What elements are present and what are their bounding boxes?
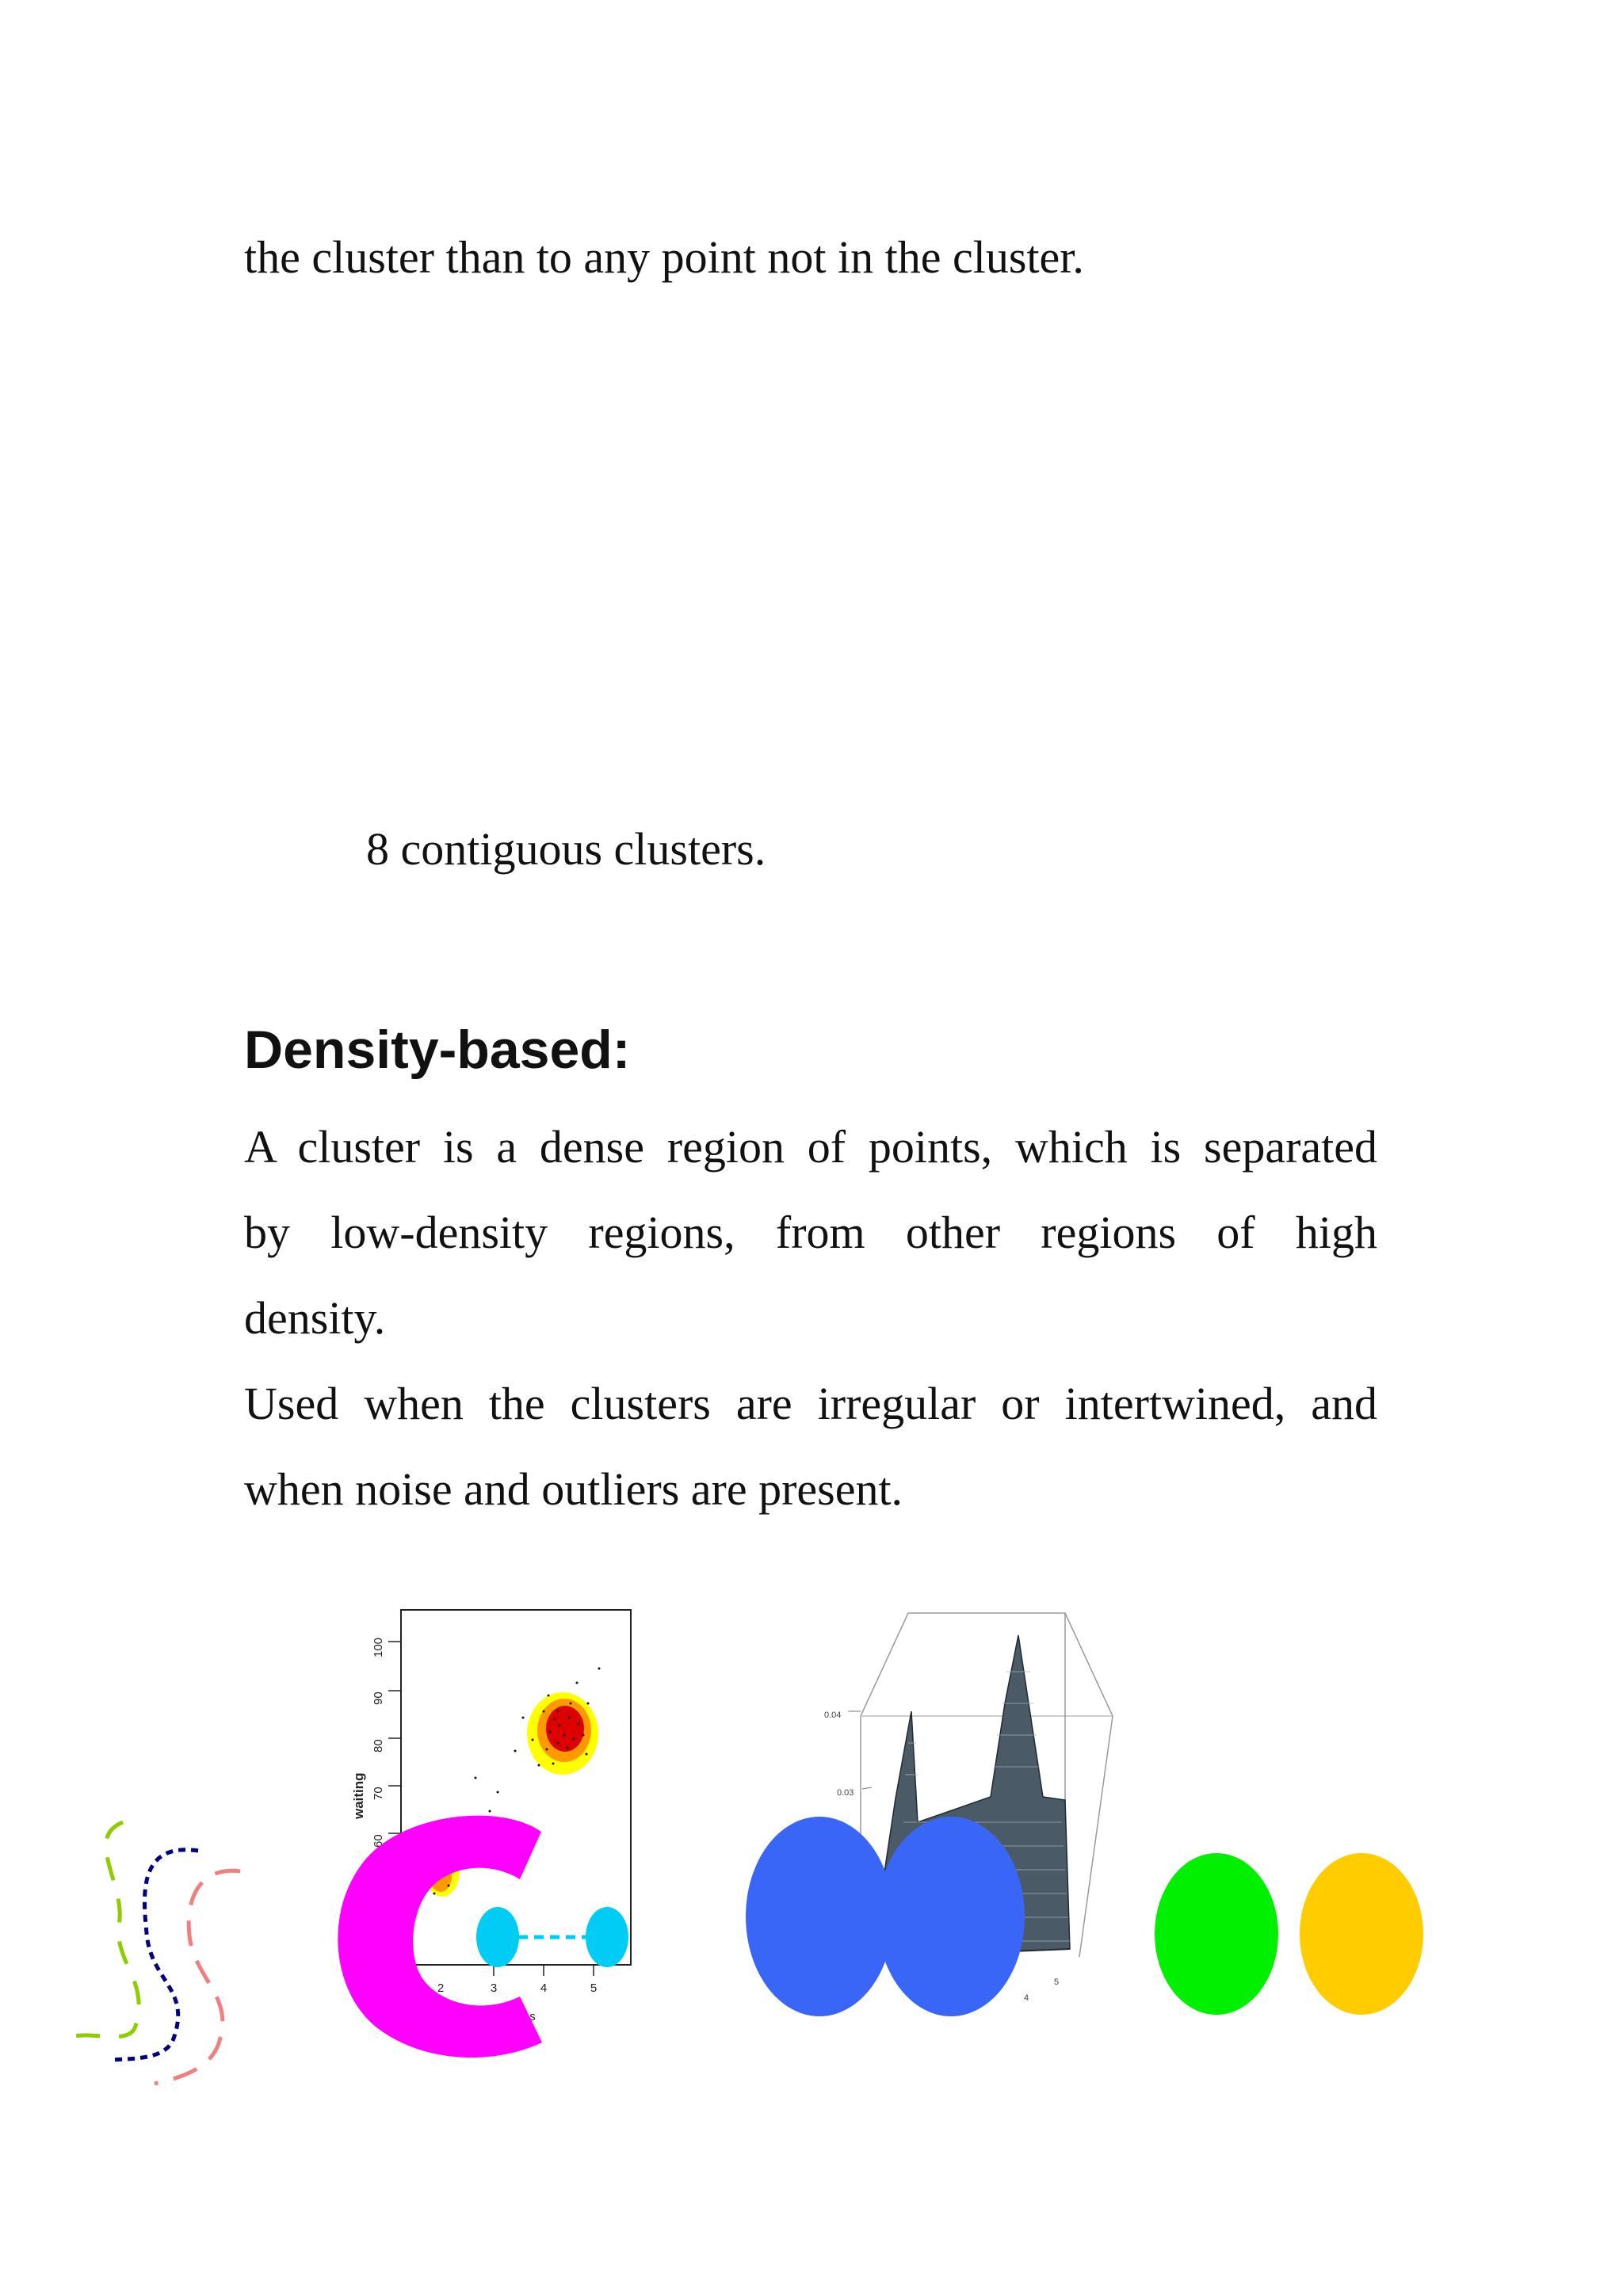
contiguous-clusters-caption: 8 contiguous clusters. [366, 823, 766, 875]
blue-blob-left [746, 1817, 893, 2016]
cyan-blob-right [586, 1907, 628, 1967]
yellow-blob [1300, 1853, 1423, 2015]
y-tick-60: 60 [372, 1834, 385, 1848]
intertwined-curves-icon [75, 1822, 240, 2084]
lime-dashed-curve [75, 1822, 139, 2037]
y-axis-label: waiting [351, 1772, 366, 1819]
y-tick-70: 70 [372, 1787, 385, 1800]
density-para-line-3: density. [244, 1292, 386, 1344]
x-axis-label-fragment: s [529, 2010, 536, 2023]
density-para-line-2: by low-density regions, from other regions of high [244, 1207, 1377, 1258]
surface-partial-tick: 4 [1024, 1993, 1029, 2003]
surface-x-tick-5: 5 [1054, 1978, 1060, 1987]
x-tick-5: 5 [590, 1981, 598, 1995]
x-tick-4: 4 [540, 1981, 548, 1995]
blue-blob-right [877, 1817, 1025, 2016]
density-para-line-1: A cluster is a dense region of points, which is separated [244, 1121, 1377, 1173]
salmon-dashed-curve [155, 1871, 240, 2084]
cyan-blob-left [476, 1907, 519, 1967]
y-tick-100: 100 [372, 1637, 385, 1657]
y-tick-90: 90 [372, 1691, 385, 1705]
z-tick-0-04: 0.04 [824, 1711, 842, 1720]
surface-box-top [861, 1613, 1113, 1716]
density-figures [0, 1577, 1623, 2131]
x-tick-3: 3 [490, 1981, 498, 1995]
x-tick-2: 2 [437, 1981, 445, 1995]
continuation-line: the cluster than to any point not in the cluster. [244, 231, 1084, 283]
density-para-line-5: when noise and outliers are present. [244, 1463, 903, 1515]
density-based-heading: Density-based: [244, 1020, 631, 1080]
density-para-line-4: Used when the clusters are irregular or intertwined, and [244, 1378, 1377, 1429]
green-blob [1155, 1853, 1278, 2015]
density-contour-core [546, 1706, 584, 1752]
z-tick-0-03: 0.03 [837, 1788, 854, 1798]
y-tick-80: 80 [372, 1739, 385, 1753]
